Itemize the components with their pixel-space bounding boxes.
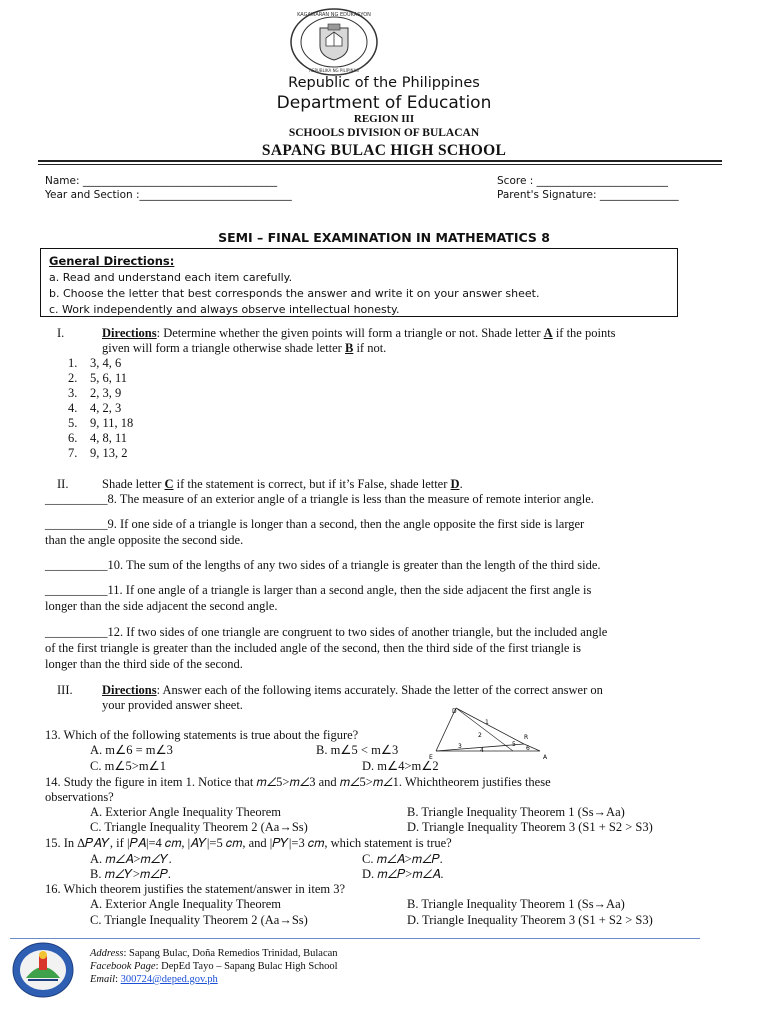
part2-numeral: II. (57, 477, 69, 491)
part1-item-text: 4, 8, 11 (90, 431, 128, 445)
q14-choice-a[interactable]: A. Exterior Angle Inequality Theorem (90, 805, 282, 819)
footer-address (90, 948, 338, 959)
question-9-line2: than the angle opposite the second side. (45, 533, 244, 547)
part1-directions-text: : Determine whether the given points will form a triangle or not. Shade letter (156, 326, 544, 340)
score-field[interactable]: Score : _________________________ (497, 175, 668, 187)
year-section-field[interactable]: Year and Section :_____________________________ (45, 189, 292, 201)
footer-email-label: Email (90, 974, 116, 985)
part1-letter-a: A (543, 326, 553, 340)
footer-email-link[interactable]: 300724@deped.gov.ph (120, 974, 218, 985)
part3-directions-line2: your provided answer sheet. (102, 698, 243, 712)
part1-item-number: 6. (68, 431, 78, 445)
footer-facebook-text: : DepEd Tayo – Sapang Bulac High School (155, 961, 338, 972)
general-directions-box (40, 248, 678, 317)
figure-label: 3 (458, 743, 462, 750)
part3-directions-label: Directions (102, 683, 157, 697)
part2-directions (102, 477, 463, 492)
figure-label: R (524, 734, 529, 741)
part1-directions-label: Directions (102, 326, 157, 340)
part1-directions-text3: given will form a triangle otherwise shade letter (102, 341, 345, 355)
header-republic: Republic of the Philippines (288, 75, 480, 91)
footer-divider (10, 938, 700, 939)
part1-item-text: 9, 13, 2 (90, 446, 128, 460)
question-13: 13. Which of the following statements is true about the figure? (45, 728, 359, 742)
header-region: REGION III (353, 113, 415, 125)
figure-line-da (456, 708, 524, 744)
q15-choice-a[interactable]: A. 𝑚∠𝐴>𝑚∠𝑌. (90, 852, 172, 866)
question-10: __________10. The sum of the lengths of any two sides of a triangle is greater than the length of the third side. (45, 558, 601, 572)
part2-directions-text3: . (459, 477, 463, 491)
deped-seal-logo (290, 8, 378, 76)
q14-choice-d[interactable]: D. Triangle Inequality Theorem 3 (S1 + S2 > S3) (407, 820, 653, 834)
header-department: Department of Education (276, 93, 492, 113)
q16-choice-c[interactable]: C. Triangle Inequality Theorem 2 (Aa→Ss) (90, 913, 308, 927)
figure-label: 5 (512, 741, 516, 748)
general-directions-title: General Directions: (49, 254, 175, 268)
part1-item-number: 4. (68, 401, 78, 415)
part1-item-text: 3, 4, 6 (90, 356, 122, 370)
part3-directions (102, 683, 603, 698)
part1-item-number: 2. (68, 371, 78, 385)
q13-choice-a[interactable]: A. m∠6 = m∠3 (90, 743, 173, 757)
q13-choice-b[interactable]: B. m∠5 < m∠3 (316, 743, 399, 757)
triangle-figure (428, 706, 553, 764)
part1-item-text: 5, 6, 11 (90, 371, 128, 385)
q15-choice-c[interactable]: C. 𝑚∠𝐴>𝑚∠𝑃. (362, 852, 443, 866)
question-9-line1: __________9. If one side of a triangle is longer than a second, then the angle opposite the first side is larger (45, 517, 585, 531)
part1-directions (102, 326, 616, 341)
figure-label: 1 (485, 719, 489, 726)
question-11-line2: longer than the side adjacent the second angle. (45, 599, 278, 613)
part2-letter-c: C (164, 477, 174, 491)
parent-signature-field[interactable]: Parent's Signature: _______________ (497, 189, 679, 201)
figure-line-inner (456, 708, 513, 751)
part2-directions-text2: if the statement is correct, but if it’s False, shade letter (173, 477, 451, 491)
school-seal-logo (12, 942, 74, 998)
q13-choice-d[interactable]: D. m∠4>m∠2 (362, 759, 439, 773)
q15-choice-d[interactable]: D. 𝑚∠𝑃>𝑚∠𝐴. (362, 867, 444, 881)
figure-label: 2 (478, 732, 482, 739)
footer-facebook (90, 961, 338, 972)
part1-item-text: 2, 3, 9 (90, 386, 122, 400)
footer-facebook-label: Facebook Page (90, 961, 156, 972)
footer-email-sep: : (115, 974, 121, 985)
question-16: 16. Which theorem justifies the statement/answer in item 3? (45, 882, 346, 896)
part2-letter-d: D (450, 477, 460, 491)
general-direction-item: a. Read and understand each item carefully. (49, 271, 293, 284)
header-division: SCHOOLS DIVISION OF BULACAN (288, 127, 480, 139)
part1-item-number: 3. (68, 386, 78, 400)
figure-label: D (452, 708, 457, 715)
q16-choice-d[interactable]: D. Triangle Inequality Theorem 3 (S1 + S2 > S3) (407, 913, 653, 927)
figure-label: A (543, 754, 548, 761)
part2-directions-text: Shade letter (102, 477, 165, 491)
part1-item-text: 9, 11, 18 (90, 416, 134, 430)
part1-numeral: I. (57, 326, 65, 340)
q14-choice-c[interactable]: C. Triangle Inequality Theorem 2 (Aa→Ss) (90, 820, 308, 834)
general-direction-item: c. Work independently and always observe intellectual honesty. (49, 303, 400, 316)
general-direction-item: b. Choose the letter that best corresponds the answer and write it on your answer sheet. (49, 287, 540, 300)
q13-choice-c[interactable]: C. m∠5>m∠1 (90, 759, 166, 773)
q16-choice-a[interactable]: A. Exterior Angle Inequality Theorem (90, 897, 282, 911)
part1-item-number: 7. (68, 446, 78, 460)
figure-label: 6 (526, 745, 530, 752)
q16-choice-b[interactable]: B. Triangle Inequality Theorem 1 (Ss→Aa) (407, 897, 625, 911)
question-8: __________8. The measure of an exterior angle of a triangle is less than the measure of remote interior angle. (45, 492, 594, 506)
part1-directions-line2 (102, 341, 386, 356)
footer-address-label: Address (90, 948, 124, 959)
question-14-line1: 14. Study the figure in item 1. Notice that 𝑚∠5>𝑚∠3 and 𝑚∠5>𝑚∠1. Whichtheorem justifies these (45, 775, 551, 789)
question-15: 15. In ∆𝑃𝐴𝑌, if |𝑃𝐴|=4 𝑐𝑚, |𝐴𝑌|=5 𝑐𝑚, and |𝑃𝑌|=3 𝑐𝑚, which statement is true? (45, 836, 452, 850)
footer-email (90, 974, 218, 985)
header-divider-thin (38, 164, 722, 165)
question-12-line2: of the first triangle is greater than the included angle of the second, then the third side of the first triangle is (45, 641, 581, 655)
header-divider (38, 160, 722, 162)
part1-item-number: 5. (68, 416, 78, 430)
seal-bottom-text: REPUBLIKA NG PILIPINAS (309, 68, 359, 73)
part1-letter-b: B (344, 341, 354, 355)
q15-choice-b[interactable]: B. 𝑚∠𝑌>𝑚∠𝑃. (90, 867, 171, 881)
question-14-line2: observations? (45, 790, 114, 804)
figure-label: E (429, 754, 433, 761)
part1-item-number: 1. (68, 356, 78, 370)
question-12-line1: __________12. If two sides of one triangle are congruent to two sides of another triangle, but the included angle (45, 625, 608, 639)
q14-choice-b[interactable]: B. Triangle Inequality Theorem 1 (Ss→Aa) (407, 805, 625, 819)
question-11-line1: __________11. If one angle of a triangle is larger than a second angle, then the side adjacent the first angle is (45, 583, 592, 597)
part3-directions-text: : Answer each of the following items accurately. Shade the letter of the correct answer on (156, 683, 603, 697)
footer-address-text: : Sapang Bulac, Doña Remedios Trinidad, Bulacan (123, 948, 338, 959)
exam-title: SEMI – FINAL EXAMINATION IN MATHEMATICS 8 (218, 230, 550, 245)
figure-label: 4 (480, 747, 484, 754)
header-school: SAPANG BULAC HIGH SCHOOL (261, 142, 507, 159)
part1-directions-text2: if the points (552, 326, 616, 340)
question-12-line3: longer than the third side of the second. (45, 657, 243, 671)
seal-top-text: KAGAWARAN NG EDUKASYON (297, 12, 371, 18)
name-field[interactable]: Name: _____________________________________ (45, 175, 278, 187)
part3-numeral: III. (57, 683, 73, 697)
part1-directions-text4: if not. (353, 341, 387, 355)
part1-item-text: 4, 2, 3 (90, 401, 122, 415)
